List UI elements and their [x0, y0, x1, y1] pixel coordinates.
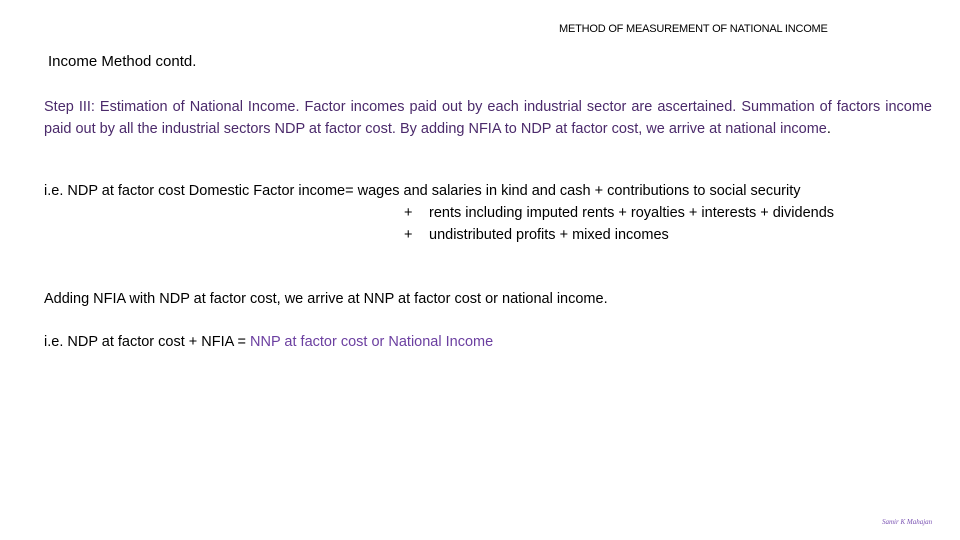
step-three-paragraph [44, 96, 932, 140]
formula-line-1: i.e. NDP at factor cost Domestic Factor income= wages and salaries in kind and cash + contributions to social security [44, 183, 801, 199]
step-three-text: Step III: Estimation of National Income. Factor incomes paid out by each industrial sector are ascertained. Summation of factors income paid out by all the industrial sectors NDP at factor cost. By adding NFIA to NDP at factor cost, we arrive at national income [44, 99, 932, 137]
adding-nfia-sentence: Adding NFIA with NDP at factor cost, we arrive at NNP at factor cost or national income. [44, 291, 608, 307]
slide-header: METHOD OF MEASUREMENT OF NATIONAL INCOME [559, 23, 828, 35]
formula-line-3-text: undistributed profits + mixed incomes [429, 227, 669, 243]
formula-nnp-left: i.e. NDP at factor cost + NFIA = [44, 334, 251, 350]
formula-nnp-result: NNP at factor cost or National Income [250, 334, 494, 350]
author-signature: Samir K Mahajan [882, 518, 933, 526]
slide-subtitle: Income Method contd. [48, 53, 197, 70]
formula-line-2 [404, 205, 834, 221]
formula-nnp [44, 334, 493, 350]
plus-sign: + [404, 205, 413, 221]
step-three-period: . [826, 121, 831, 137]
formula-line-2-text: rents including imputed rents + royalties + interests + dividends [429, 205, 835, 221]
plus-sign: + [404, 227, 413, 243]
formula-line-3 [404, 227, 669, 243]
